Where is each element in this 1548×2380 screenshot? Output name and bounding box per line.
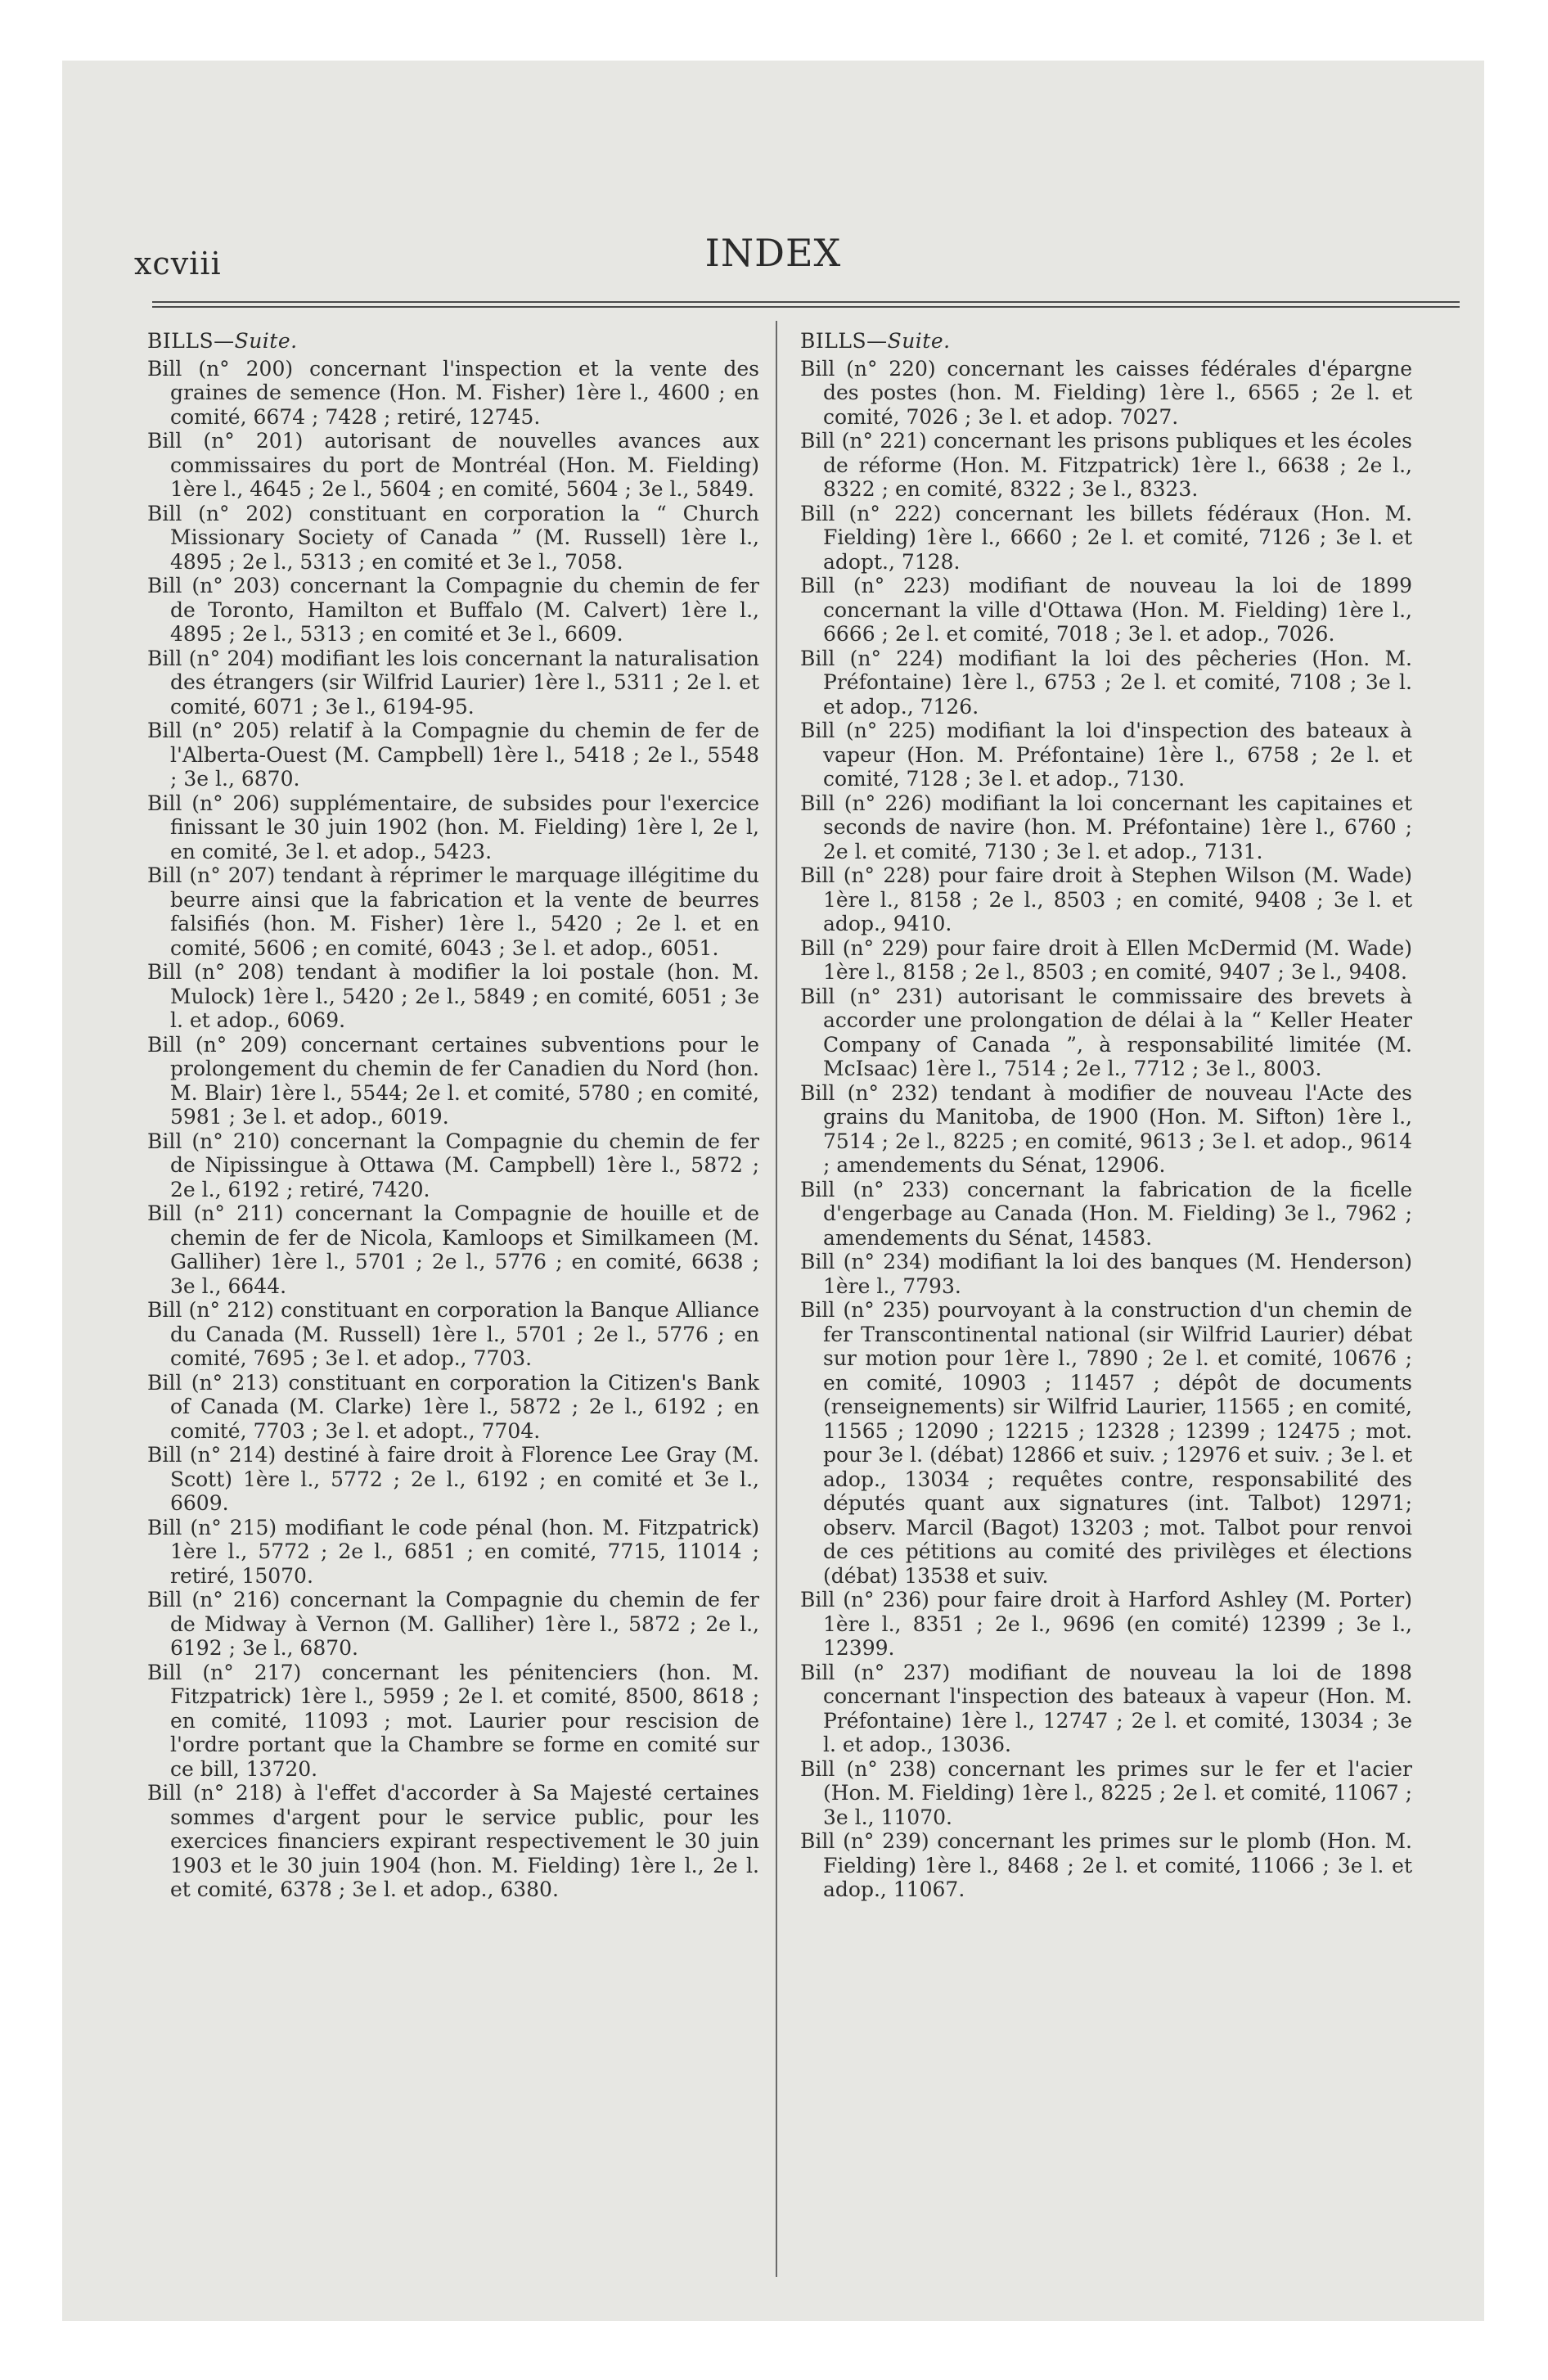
index-entry: Bill (n° 213) constituant en corporation la Citizen's Bank of Canada (M. Clarke) 1ère l., 5872 ; 2e l., 6192 ; en comité, 7703 ; 3e l. et adopt., 7704. xyxy=(147,1370,759,1443)
index-entry: Bill (n° 234) modifiant la loi des banques (M. Henderson) 1ère l., 7793. xyxy=(800,1250,1412,1298)
index-entry: Bill (n° 200) concernant l'inspection et la vente des graines de semence (Hon. M. Fisher) 1ère l., 4600 ; en comité, 6674 ; 7428 ; retiré, 12745. xyxy=(147,356,759,429)
index-entry: Bill (n° 202) constituant en corporation la “ Church Missionary Society of Canada ” (M. Russell) 1ère l., 4895 ; 2e l., 5313 ; en comité et 3e l., 7058. xyxy=(147,501,759,574)
index-entry: Bill (n° 210) concernant la Compagnie du chemin de fer de Nipissingue à Ottawa (M. Campbell) 1ère l., 5872 ; 2e l., 6192 ; retiré, 7420. xyxy=(147,1129,759,1201)
index-entry: Bill (n° 226) modifiant la loi concernant les capitaines et seconds de navire (hon. M. Préfontaine) 1ère l., 6760 ; 2e l. et comité, 7130 ; 3e l. et adop., 7131. xyxy=(800,791,1412,863)
index-entry: Bill (n° 205) relatif à la Compagnie du chemin de fer de l'Alberta-Ouest (M. Campbell) 1ère l., 5418 ; 2e l., 5548 ; 3e l., 6870. xyxy=(147,719,759,791)
index-entry: Bill (n° 206) supplémentaire, de subsides pour l'exercice finissant le 30 juin 1902 (hon. M. Fielding) 1ère l, 2e l, en comité, 3e l. et adop., 5423. xyxy=(147,791,759,863)
index-entry: Bill (n° 237) modifiant de nouveau la loi de 1898 concernant l'inspection des bateaux à vapeur (Hon. M. Préfontaine) 1ère l., 12747 ; 2e l. et comité, 13034 ; 3e l. et adop., 13036. xyxy=(800,1660,1412,1756)
index-entry: Bill (n° 236) pour faire droit à Harford Ashley (M. Porter) 1ère l., 8351 ; 2e l., 9696 (en comité) 12399 ; 3e l., 12399. xyxy=(800,1588,1412,1660)
index-entry: Bill (n° 216) concernant la Compagnie du chemin de fer de Midway à Vernon (M. Galliher) 1ère l., 5872 ; 2e l., 6192 ; 3e l., 6870. xyxy=(147,1588,759,1660)
page-number: xcviii xyxy=(134,246,222,282)
index-entry: Bill (n° 228) pour faire droit à Stephen Wilson (M. Wade) 1ère l., 8158 ; 2e l., 8503 ; en comité, 9408 ; 3e l. et adop., 9410. xyxy=(800,863,1412,935)
index-entry: Bill (n° 208) tendant à modifier la loi postale (hon. M. Mulock) 1ère l., 5420 ; 2e l., 5849 ; en comité, 6051 ; 3e l. et adop., 6069. xyxy=(147,960,759,1032)
column-divider xyxy=(776,321,777,2277)
right-column xyxy=(800,329,1412,1902)
left-column-heading xyxy=(147,329,759,354)
index-entry: Bill (n° 222) concernant les billets fédéraux (Hon. M. Fielding) 1ère l., 6660 ; 2e l. et comité, 7126 ; 3e l. et adopt., 7128. xyxy=(800,501,1412,574)
right-column-heading xyxy=(800,329,1412,354)
index-entry: Bill (n° 233) concernant la fabrication de la ficelle d'engerbage au Canada (Hon. M. Fielding) 3e l., 7962 ; amendements du Sénat, 14583. xyxy=(800,1177,1412,1250)
index-entry: Bill (n° 229) pour faire droit à Ellen McDermid (M. Wade) 1ère l., 8158 ; 2e l., 8503 ; en comité, 9407 ; 3e l., 9408. xyxy=(800,935,1412,984)
index-entry: Bill (n° 201) autorisant de nouvelles avances aux commissaires du port de Montréal (Hon. M. Fielding) 1ère l., 4645 ; 2e l., 5604 ; en comité, 5604 ; 3e l., 5849. xyxy=(147,429,759,501)
header-rule-bottom xyxy=(152,306,1460,308)
left-heading-main: BILLS— xyxy=(147,329,235,353)
index-entry: Bill (n° 212) constituant en corporation la Banque Alliance du Canada (M. Russell) 1ère l., 5701 ; 2e l., 5776 ; en comité, 7695 ; 3e l. et adop., 7703. xyxy=(147,1298,759,1370)
index-entry: Bill (n° 214) destiné à faire droit à Florence Lee Gray (M. Scott) 1ère l., 5772 ; 2e l., 6192 ; en comité et 3e l., 6609. xyxy=(147,1443,759,1515)
right-heading-main: BILLS— xyxy=(800,329,888,353)
left-column xyxy=(147,329,759,1902)
index-entry: Bill (n° 215) modifiant le code pénal (hon. M. Fitzpatrick) 1ère l., 5772 ; 2e l., 6851 ; en comité, 7715, 11014 ; retiré, 15070. xyxy=(147,1515,759,1588)
index-entry: Bill (n° 209) concernant certaines subventions pour le prolongement du chemin de fer Canadien du Nord (hon. M. Blair) 1ère l., 5544; 2e l. et comité, 5780 ; en comité, 5981 ; 3e l. et adop., 6019. xyxy=(147,1032,759,1129)
index-entry: Bill (n° 238) concernant les primes sur le fer et l'acier (Hon. M. Fielding) 1ère l., 8225 ; 2e l. et comité, 11067 ; 3e l., 11070. xyxy=(800,1756,1412,1829)
index-entry: Bill (n° 225) modifiant la loi d'inspection des bateaux à vapeur (Hon. M. Préfontaine) 1ère l., 6758 ; 2e l. et comité, 7128 ; 3e l. et adop., 7130. xyxy=(800,719,1412,791)
right-heading-suffix: Suite. xyxy=(887,329,951,353)
index-entry: Bill (n° 235) pourvoyant à la construction d'un chemin de fer Transcontinental national (sir Wilfrid Laurier) débat sur motion pour 1ère l., 7890 ; 2e l. et comité, 10676 ; en comité, 10903 ; 11457 ; dépôt de documents (renseignements) sir Wilfrid Laurier, 11565 ; en comité, 11565 ; 12090 ; 12215 ; 12328 ; 12399 ; 12475 ; mot. pour 3e l. (débat) 12866 et suiv. ; 12976 et suiv. ; 3e l. et adop., 13034 ; requêtes contre, responsabilité des députés quant aux signatures (int. Talbot) 12971; observ. Marcil (Bagot) 13203 ; mot. Talbot pour renvoi de ces pétitions au comité des privilèges et élections (débat) 13538 et suiv. xyxy=(800,1298,1412,1588)
index-entry: Bill (n° 211) concernant la Compagnie de houille et de chemin de fer de Nicola, Kamloops et Similkameen (M. Galliher) 1ère l., 5701 ; 2e l., 5776 ; en comité, 6638 ; 3e l., 6644. xyxy=(147,1201,759,1298)
scanned-page xyxy=(62,61,1484,2321)
index-entry: Bill (n° 204) modifiant les lois concernant la naturalisation des étrangers (sir Wilfrid Laurier) 1ère l., 5311 ; 2e l. et comité, 6071 ; 3e l., 6194-95. xyxy=(147,646,759,719)
header-rule-top xyxy=(152,301,1460,303)
index-entry: Bill (n° 203) concernant la Compagnie du chemin de fer de Toronto, Hamilton et Buffalo (M. Calvert) 1ère l., 4895 ; 2e l., 5313 ; en comité et 3e l., 6609. xyxy=(147,574,759,646)
index-entry: Bill (n° 232) tendant à modifier de nouveau l'Acte des grains du Manitoba, de 1900 (Hon. M. Sifton) 1ère l., 7514 ; 2e l., 8225 ; en comité, 9613 ; 3e l. et adop., 9614 ; amendements du Sénat, 12906. xyxy=(800,1080,1412,1177)
left-heading-suffix: Suite. xyxy=(234,329,298,353)
index-entry: Bill (n° 218) à l'effet d'accorder à Sa Majesté certaines sommes d'argent pour le service public, pour les exercices financiers expirant respectivement le 30 juin 1903 et le 30 juin 1904 (hon. M. Fielding) 1ère l., 2e l. et comité, 6378 ; 3e l. et adop., 6380. xyxy=(147,1781,759,1901)
index-entry: Bill (n° 217) concernant les pénitenciers (hon. M. Fitzpatrick) 1ère l., 5959 ; 2e l. et comité, 8500, 8618 ; en comité, 11093 ; mot. Laurier pour rescision de l'ordre portant que la Chambre se forme en comité sur ce bill, 13720. xyxy=(147,1660,759,1781)
index-entry: Bill (n° 231) autorisant le commissaire des brevets à accorder une prolongation de délai à la “ Keller Heater Company of Canada ”, à responsabilité limitée (M. McIsaac) 1ère l., 7514 ; 2e l., 7712 ; 3e l., 8003. xyxy=(800,984,1412,1080)
index-entry: Bill (n° 223) modifiant de nouveau la loi de 1899 concernant la ville d'Ottawa (Hon. M. Fielding) 1ère l., 6666 ; 2e l. et comité, 7018 ; 3e l. et adop., 7026. xyxy=(800,574,1412,646)
index-entry: Bill (n° 224) modifiant la loi des pêcheries (Hon. M. Préfontaine) 1ère l., 6753 ; 2e l. et comité, 7108 ; 3e l. et adop., 7126. xyxy=(800,646,1412,719)
index-entry: Bill (n° 220) concernant les caisses fédérales d'épargne des postes (hon. M. Fielding) 1ère l., 6565 ; 2e l. et comité, 7026 ; 3e l. et adop. 7027. xyxy=(800,356,1412,429)
page-title: INDEX xyxy=(704,231,842,275)
index-entry: Bill (n° 207) tendant à réprimer le marquage illégitime du beurre ainsi que la fabrication et la vente de beurres falsifiés (hon. M. Fisher) 1ère l., 5420 ; 2e l. et en comité, 5606 ; en comité, 6043 ; 3e l. et adop., 6051. xyxy=(147,863,759,960)
index-entry: Bill (n° 221) concernant les prisons publiques et les écoles de réforme (Hon. M. Fitzpatrick) 1ère l., 6638 ; 2e l., 8322 ; en comité, 8322 ; 3e l., 8323. xyxy=(800,429,1412,501)
page-header xyxy=(62,61,1484,282)
index-entry: Bill (n° 239) concernant les primes sur le plomb (Hon. M. Fielding) 1ère l., 8468 ; 2e l. et comité, 11066 ; 3e l. et adop., 11067. xyxy=(800,1829,1412,1901)
